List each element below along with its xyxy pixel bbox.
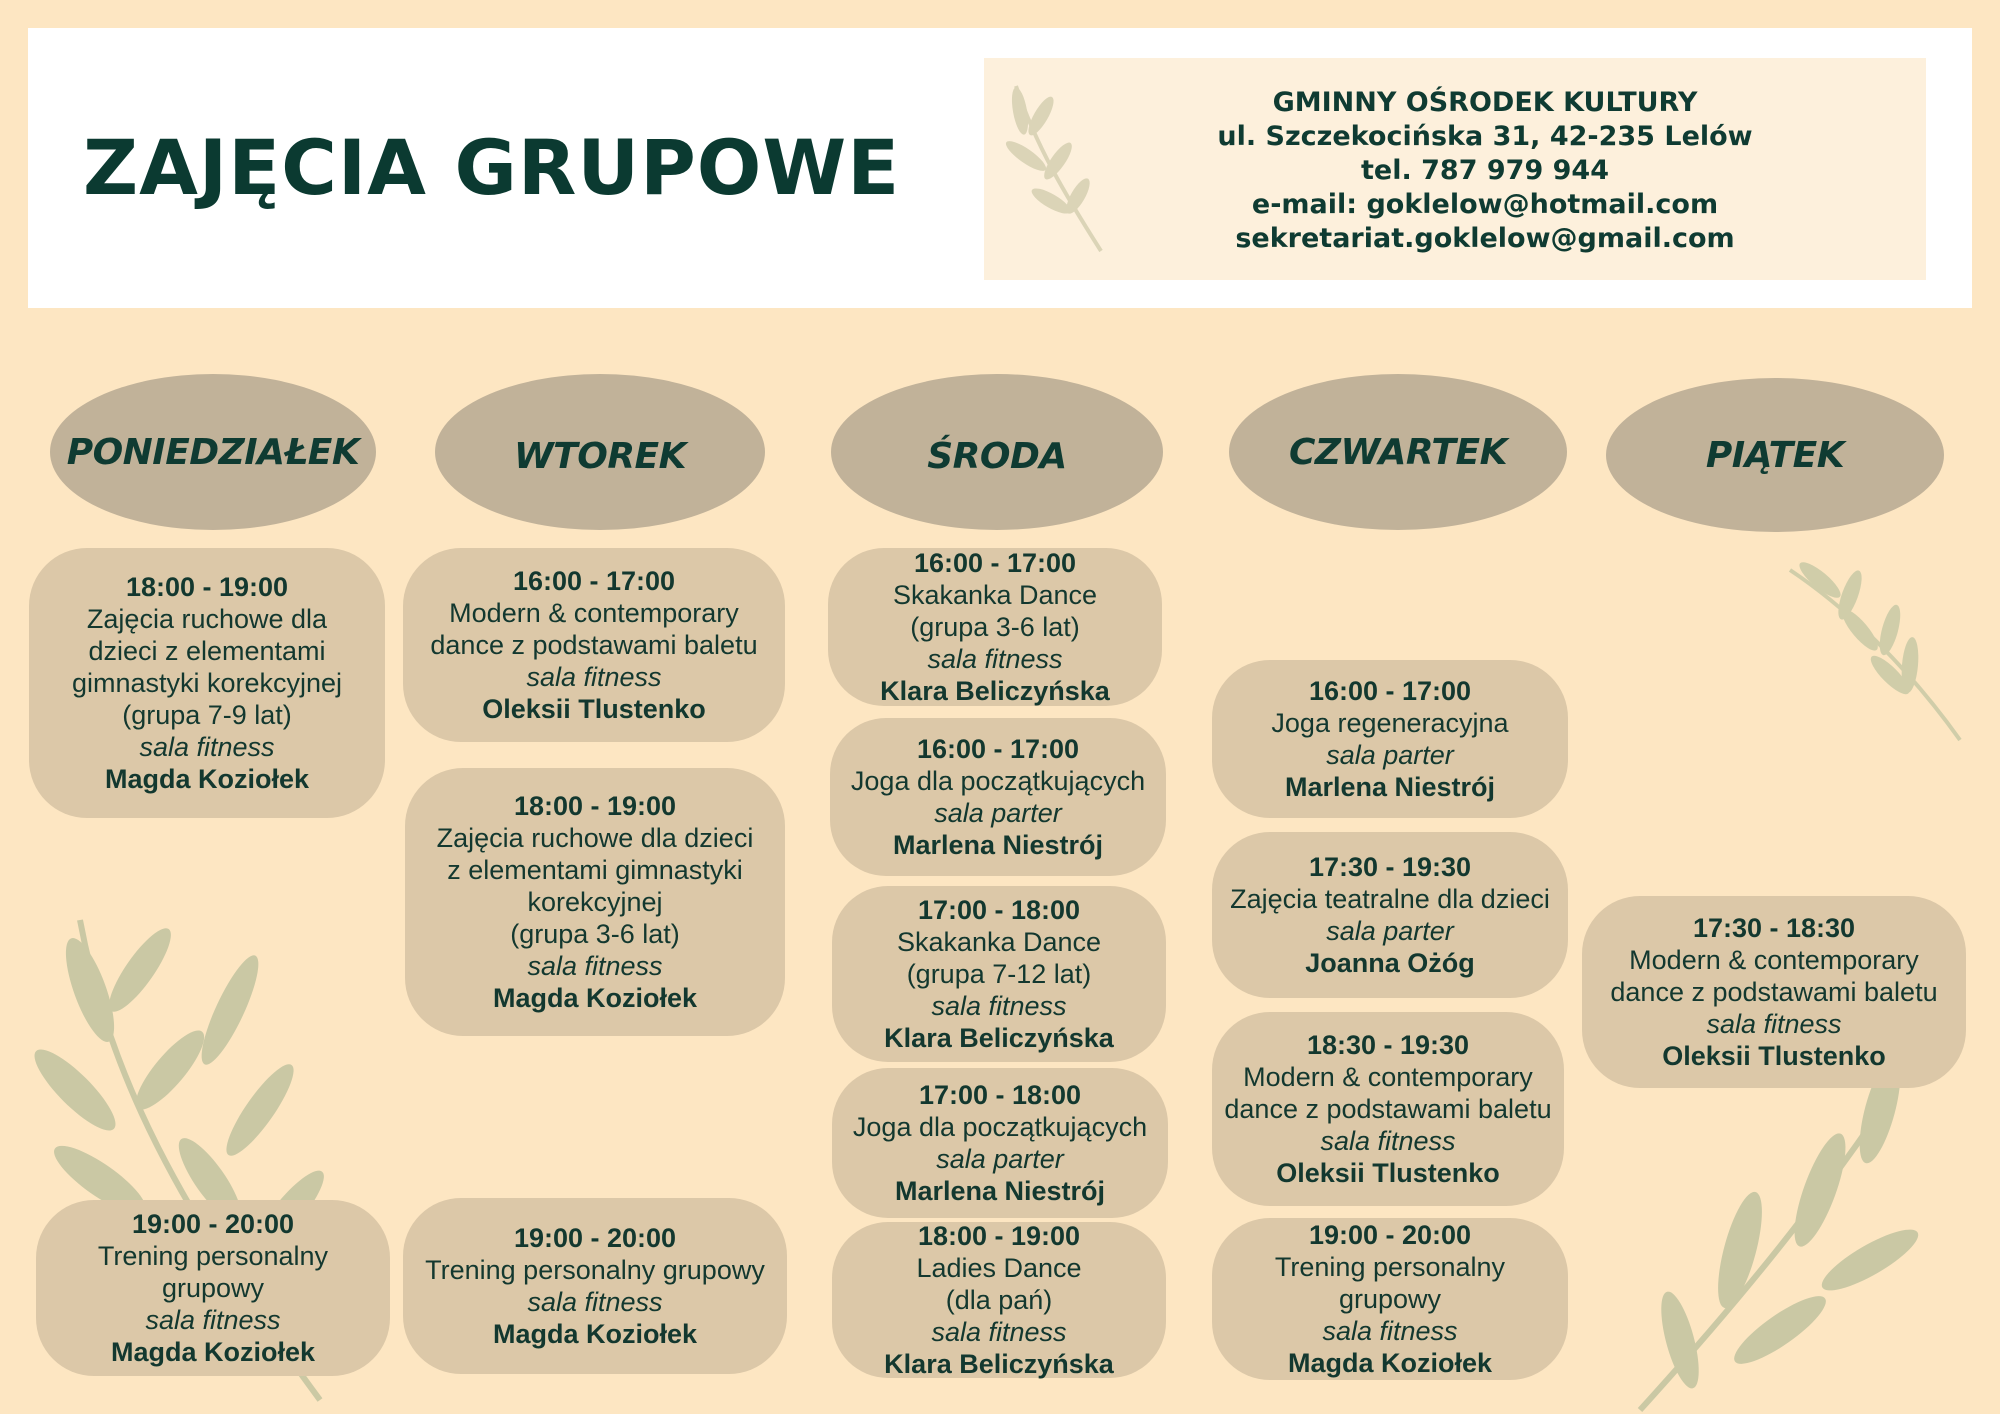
class-description: (grupa 7-12 lat) [906,959,1092,989]
class-description: grupowy [1338,1284,1442,1314]
class-description: dzieci z elementami [88,636,326,666]
day-header-friday: PIĄTEK [1606,378,1944,532]
class-teacher: Klara Beliczyńska [884,1023,1114,1053]
class-room: sala fitness [931,991,1067,1021]
class-room: sala fitness [931,1317,1067,1347]
class-description: Zajęcia ruchowe dla dzieci [436,823,754,853]
class-teacher: Magda Koziołek [492,983,698,1013]
class-card-wednesday-3[interactable] [832,886,1166,1062]
class-description: Trening personalny [1274,1252,1506,1282]
class-description: Skakanka Dance [892,580,1098,610]
class-room: sala parter [1326,740,1454,770]
email-primary[interactable]: e-mail: goklelow@hotmail.com [1251,189,1719,220]
class-description: Modern & contemporary [1243,1062,1533,1092]
class-room: sala fitness [526,662,662,692]
class-description: Trening personalny grupowy [425,1255,765,1285]
class-description: Joga dla początkujących [852,1112,1148,1142]
class-teacher: Magda Koziołek [492,1319,698,1349]
class-room: sala fitness [1320,1126,1456,1156]
class-description: (grupa 7-9 lat) [122,700,292,730]
header-panel [28,28,1972,308]
class-time: 19:00 - 20:00 [1308,1220,1472,1250]
class-room: sala parter [936,1144,1064,1174]
class-teacher: Marlena Niestrój [892,830,1104,860]
class-room: sala fitness [527,1287,663,1317]
day-header-tuesday: WTOREK [435,374,765,530]
class-teacher: Magda Koziołek [104,764,310,794]
class-time: 16:00 - 17:00 [916,734,1080,764]
class-description: Skakanka Dance [896,927,1102,957]
class-description: Zajęcia ruchowe dla [86,604,328,634]
class-time: 18:00 - 19:00 [513,791,677,821]
class-card-wednesday-1[interactable] [828,548,1162,706]
class-description: Zajęcia teatralne dla dzieci [1230,884,1550,914]
class-teacher: Klara Beliczyńska [880,676,1110,706]
class-teacher: Oleksii Tlustenko [1276,1158,1500,1188]
class-time: 16:00 - 17:00 [1308,676,1472,706]
day-header-wednesday: ŚRODA [831,374,1163,530]
class-description: Joga regeneracyjna [1271,708,1509,738]
class-card-thursday-1[interactable] [1212,660,1568,818]
class-room: sala parter [934,798,1062,828]
class-room: sala fitness [927,644,1063,674]
class-description: dance z podstawami baletu [430,630,758,660]
class-time: 17:00 - 18:00 [918,1080,1082,1110]
class-description: Ladies Dance [916,1253,1082,1283]
page-title: ZAJĘCIA GRUPOWE [83,123,901,212]
address: ul. Szczekocińska 31, 42-235 Lelów [1217,121,1753,152]
class-description: (grupa 3-6 lat) [510,919,680,949]
class-description: gimnastyki korekcyjnej [71,668,343,698]
class-description: Trening personalny [97,1241,329,1271]
class-card-wednesday-2[interactable] [830,718,1166,876]
email-secondary[interactable]: sekretariat.goklelow@gmail.com [1235,223,1735,254]
class-description: dance z podstawami baletu [1610,977,1938,1007]
class-card-thursday-2[interactable] [1212,832,1568,998]
contact-box [984,58,1926,280]
class-teacher: Marlena Niestrój [1284,772,1496,802]
class-room: sala fitness [527,951,663,981]
class-card-tuesday-1[interactable] [403,548,785,742]
class-description: dance z podstawami baletu [1224,1094,1552,1124]
class-teacher: Oleksii Tlustenko [1662,1041,1886,1071]
class-time: 17:30 - 19:30 [1308,852,1472,882]
class-card-thursday-3[interactable] [1212,1012,1564,1206]
class-room: sala fitness [1322,1316,1458,1346]
class-time: 18:00 - 19:00 [125,572,289,602]
class-teacher: Klara Beliczyńska [884,1349,1114,1379]
class-room: sala fitness [1706,1009,1842,1039]
class-room: sala fitness [139,732,275,762]
class-time: 17:30 - 18:30 [1692,913,1856,943]
class-card-monday-2[interactable] [36,1200,390,1376]
class-room: sala fitness [145,1305,281,1335]
organization-name: GMINNY OŚRODEK KULTURY [1272,87,1698,118]
class-teacher: Magda Koziołek [1287,1348,1493,1378]
class-card-tuesday-2[interactable] [405,768,785,1036]
class-card-wednesday-5[interactable] [832,1222,1166,1378]
class-time: 16:00 - 17:00 [913,548,1077,578]
class-description: korekcyjnej [527,887,663,917]
class-card-tuesday-3[interactable] [403,1198,787,1374]
class-description: grupowy [161,1273,265,1303]
class-teacher: Magda Koziołek [110,1337,316,1367]
contact-lines [1044,86,1926,256]
class-time: 18:30 - 19:30 [1306,1030,1470,1060]
class-description: (dla pań) [945,1285,1053,1315]
day-header-monday: PONIEDZIAŁEK [50,374,376,530]
class-time: 16:00 - 17:00 [512,566,676,596]
class-description: Modern & contemporary [1629,945,1919,975]
day-header-thursday: CZWARTEK [1229,374,1567,530]
class-teacher: Joanna Ożóg [1305,948,1475,978]
class-room: sala parter [1326,916,1454,946]
class-teacher: Marlena Niestrój [894,1176,1106,1206]
class-teacher: Oleksii Tlustenko [482,694,706,724]
class-description: (grupa 3-6 lat) [910,612,1080,642]
class-description: Joga dla początkujących [850,766,1146,796]
class-time: 19:00 - 20:00 [131,1209,295,1239]
class-description: Modern & contemporary [449,598,739,628]
class-time: 19:00 - 20:00 [513,1223,677,1253]
class-card-wednesday-4[interactable] [832,1068,1168,1218]
class-time: 18:00 - 19:00 [917,1221,1081,1251]
leaf-sprig-right-decoration [1780,550,1970,750]
class-card-friday-1[interactable] [1582,896,1966,1088]
class-card-monday-1[interactable] [29,548,385,818]
class-time: 17:00 - 18:00 [917,895,1081,925]
class-card-thursday-4[interactable] [1212,1218,1568,1380]
phone: tel. 787 979 944 [1360,155,1609,186]
class-description: z elementami gimnastyki [447,855,743,885]
